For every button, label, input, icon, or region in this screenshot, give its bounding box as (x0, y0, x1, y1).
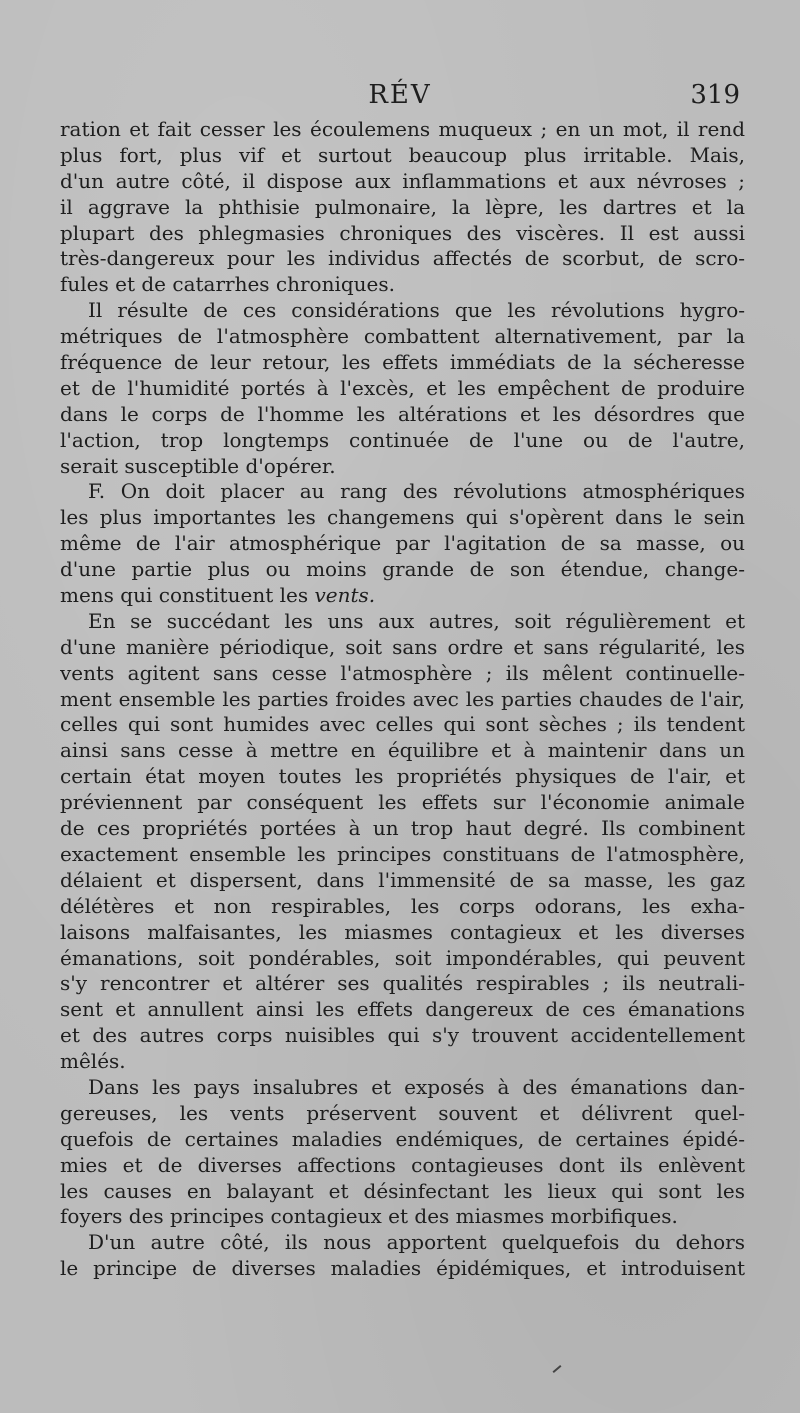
text-line: plus fort, plus vif et surtout beaucoup plus irritable. Mais, (60, 142, 745, 167)
text-line: d'une manière périodique, soit sans ordre et sans régularité, les (60, 634, 745, 659)
text-line: les plus importantes les changemens qui s'opèrent dans le sein (60, 505, 745, 530)
text-line: préviennent par conséquent les effets sur l'économie animale (60, 790, 745, 815)
text-line: et de l'humidité portés à l'excès, et les empêchent de produire (60, 375, 745, 400)
text-line: foyers des principes contagieux et des miasmes morbifiques. (60, 1204, 678, 1229)
text-line: certain état moyen toutes les propriétés physiques de l'air, et (60, 764, 745, 789)
text-line: fréquence de leur retour, les effets immédiats de la sécheresse (60, 350, 745, 375)
text-line: ration et fait cesser les écoulemens muqueux ; en un mot, il rend (60, 117, 745, 141)
text-line: et des autres corps nuisibles qui s'y trouvent accidentellement (60, 1023, 745, 1048)
text-line: vents agitent sans cesse l'atmosphère ; ils mêlent continuelle- (60, 660, 745, 685)
italic-word: vents. (314, 583, 376, 608)
text-line: F. On doit placer au rang des révolutions atmosphériques (88, 479, 745, 504)
text-line: gereuses, les vents préservent souvent et délivrent quel- (60, 1100, 745, 1125)
text-line: serait susceptible d'opérer. (60, 453, 336, 478)
text-line: très-dangereux pour les individus affectés de scorbut, de scro- (60, 246, 745, 271)
text-line: d'un autre côté, il dispose aux inflammations et aux névroses ; (60, 168, 745, 193)
text-line: dans le corps de l'homme les altérations et les désordres que (60, 401, 745, 426)
text-line-with-italic (60, 583, 745, 609)
text-line: même de l'air atmosphérique par l'agitation de sa masse, ou (60, 531, 745, 556)
text-line: mêlés. (60, 1049, 126, 1074)
text-line: les causes en balayant et désinfectant les lieux qui sont les (60, 1178, 745, 1203)
text-line: mies et de diverses affections contagieuses dont ils enlèvent (60, 1152, 745, 1177)
text-line: de ces propriétés portées à un trop haut degré. Ils combinent (60, 816, 745, 841)
text-line: l'action, trop longtemps continuée de l'une ou de l'autre, (60, 427, 745, 452)
text-line: sent et annullent ainsi les effets dangereux de ces émanations (60, 997, 745, 1022)
text-line: le principe de diverses maladies épidémiques, et introduisent (60, 1256, 745, 1281)
text-line: celles qui sont humides avec celles qui sont sèches ; ils tendent (60, 712, 745, 737)
text-line: exactement ensemble les principes constituans de l'atmosphère, (60, 841, 745, 866)
text-line: Dans les pays insalubres et exposés à des émanations dan- (88, 1074, 745, 1099)
text-line: laisons malfaisantes, les miasmes contagieux et les diverses (60, 919, 745, 944)
text-line: ainsi sans cesse à mettre en équilibre et à maintenir dans un (60, 738, 745, 763)
body-text (60, 117, 745, 1282)
text-line: métriques de l'atmosphère combattent alternativement, par la (60, 324, 745, 349)
text-line: s'y rencontrer et altérer ses qualités respirables ; ils neutrali- (60, 971, 745, 996)
text-line: délaient et dispersent, dans l'immensité de sa masse, les gaz (60, 867, 745, 892)
text-line: d'une partie plus ou moins grande de son étendue, change- (60, 557, 745, 582)
text-line: En se succédant les uns aux autres, soit régulièrement et (88, 608, 745, 633)
text-line: plupart des phlegmasies chroniques des viscères. Il est aussi (60, 220, 745, 245)
text-line: D'un autre côté, ils nous apportent quelquefois du dehors (88, 1230, 745, 1255)
text-line: délétères et non respirables, les corps odorans, les exha- (60, 893, 745, 918)
page-number: 319 (690, 80, 740, 110)
text-line: fules et de catarrhes chroniques. (60, 272, 396, 297)
text-line: Il résulte de ces considérations que les révolutions hygro- (88, 298, 745, 323)
pen-mark (553, 1365, 562, 1373)
text-line: ment ensemble les parties froides avec les parties chaudes de l'air, (60, 686, 745, 711)
text-segment: mens qui constituent les (60, 583, 309, 608)
text-line: quefois de certaines maladies endémiques, de certaines épidé- (60, 1126, 745, 1151)
page-header (60, 80, 740, 114)
running-head: RÉV (368, 80, 432, 110)
text-line: il aggrave la phthisie pulmonaire, la lèpre, les dartres et la (60, 194, 745, 219)
text-line: émanations, soit pondérables, soit impondérables, qui peuvent (60, 945, 745, 970)
